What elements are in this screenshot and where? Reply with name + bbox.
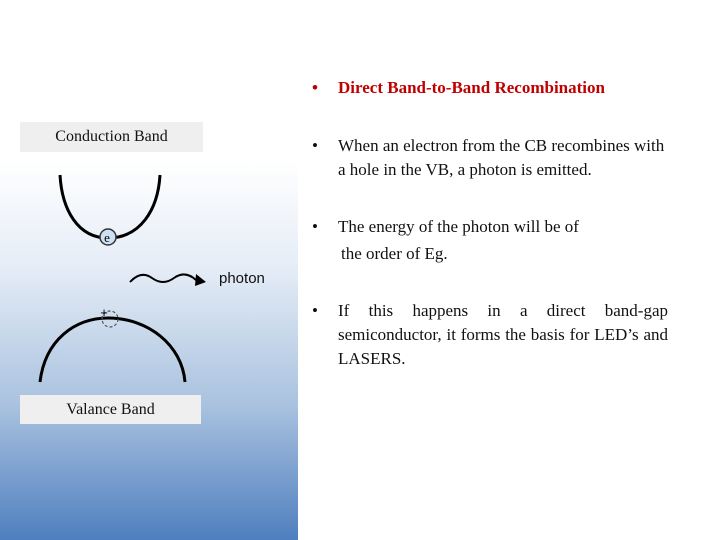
electron-symbol: e <box>104 230 110 245</box>
bullet-led-lasers <box>308 299 668 371</box>
bullet-text: When an electron from the CB recombines with a hole in the VB, a photon is emitted. <box>338 136 665 179</box>
photon-arrowhead <box>195 274 206 286</box>
title-bullet <box>308 76 668 100</box>
bullet-text-line1: The energy of the photon will be of <box>338 217 579 236</box>
bullet-recombination <box>308 134 668 182</box>
bullet-marker: • <box>312 78 318 97</box>
bullet-marker: • <box>312 217 318 236</box>
valance-band-curve <box>40 318 185 382</box>
photon-wave <box>130 274 196 282</box>
valance-band-label: Valance Band <box>20 395 201 424</box>
bullet-list <box>308 70 668 371</box>
bullet-marker: • <box>312 136 318 155</box>
conduction-band-label: Conduction Band <box>20 122 203 152</box>
hole-symbol: + <box>100 305 108 320</box>
title-text: Direct Band-to-Band Recombination <box>338 78 605 97</box>
bullet-marker: • <box>312 301 318 320</box>
photon-label: photon <box>219 270 265 287</box>
bullet-photon-energy <box>308 215 668 269</box>
bullet-text-line2: the order of Eg. <box>341 244 448 263</box>
bullet-text: If this happens in a direct band-gap semiconductor, it forms the basis for LED’s and LASERS. <box>338 301 668 368</box>
